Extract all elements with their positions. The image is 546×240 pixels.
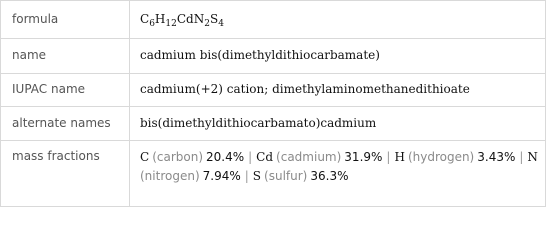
element-symbol: S (252, 169, 262, 183)
element-name: (sulfur) (264, 169, 308, 183)
mass-fractions-value (140, 148, 540, 186)
element-name: (cadmium) (276, 150, 342, 164)
element-percent: 31.9% (344, 150, 383, 164)
mass-fractions-label: mass fractions (12, 149, 100, 163)
row-iupac-name (1, 73, 545, 107)
iupac-name-label: IUPAC name (12, 82, 86, 96)
separator: | (244, 169, 249, 183)
name-value: cadmium bis(dimethyldithiocarbamate) (140, 48, 380, 62)
element-name: (nitrogen) (140, 169, 200, 183)
element-symbol: C (140, 150, 150, 164)
separator: | (386, 150, 391, 164)
row-mass-fractions (1, 140, 545, 207)
element-name: (hydrogen) (407, 150, 475, 164)
element-symbol: H (394, 150, 405, 164)
name-label: name (12, 48, 47, 62)
row-name (1, 38, 545, 74)
formula-label: formula (12, 12, 59, 26)
element-percent: 7.94% (202, 169, 241, 183)
alternate-names-value: bis(dimethyldithiocarbamato)cadmium (140, 116, 377, 130)
element-percent: 36.3% (310, 169, 349, 183)
separator: | (248, 150, 253, 164)
element-symbol: N (527, 150, 538, 164)
separator: | (519, 150, 524, 164)
element-percent: 3.43% (477, 150, 516, 164)
formula-value: $C_6H_{12}CdN_2S_4$ (140, 12, 224, 29)
element-percent: 20.4% (206, 150, 245, 164)
element-name: (carbon) (152, 150, 203, 164)
iupac-name-value: cadmium(+2) cation; dimethylaminomethanedithioate (140, 82, 470, 96)
alternate-names-label: alternate names (12, 116, 111, 130)
element-symbol: Cd (256, 150, 274, 164)
row-formula (1, 1, 545, 38)
row-alternate-names (1, 106, 545, 141)
